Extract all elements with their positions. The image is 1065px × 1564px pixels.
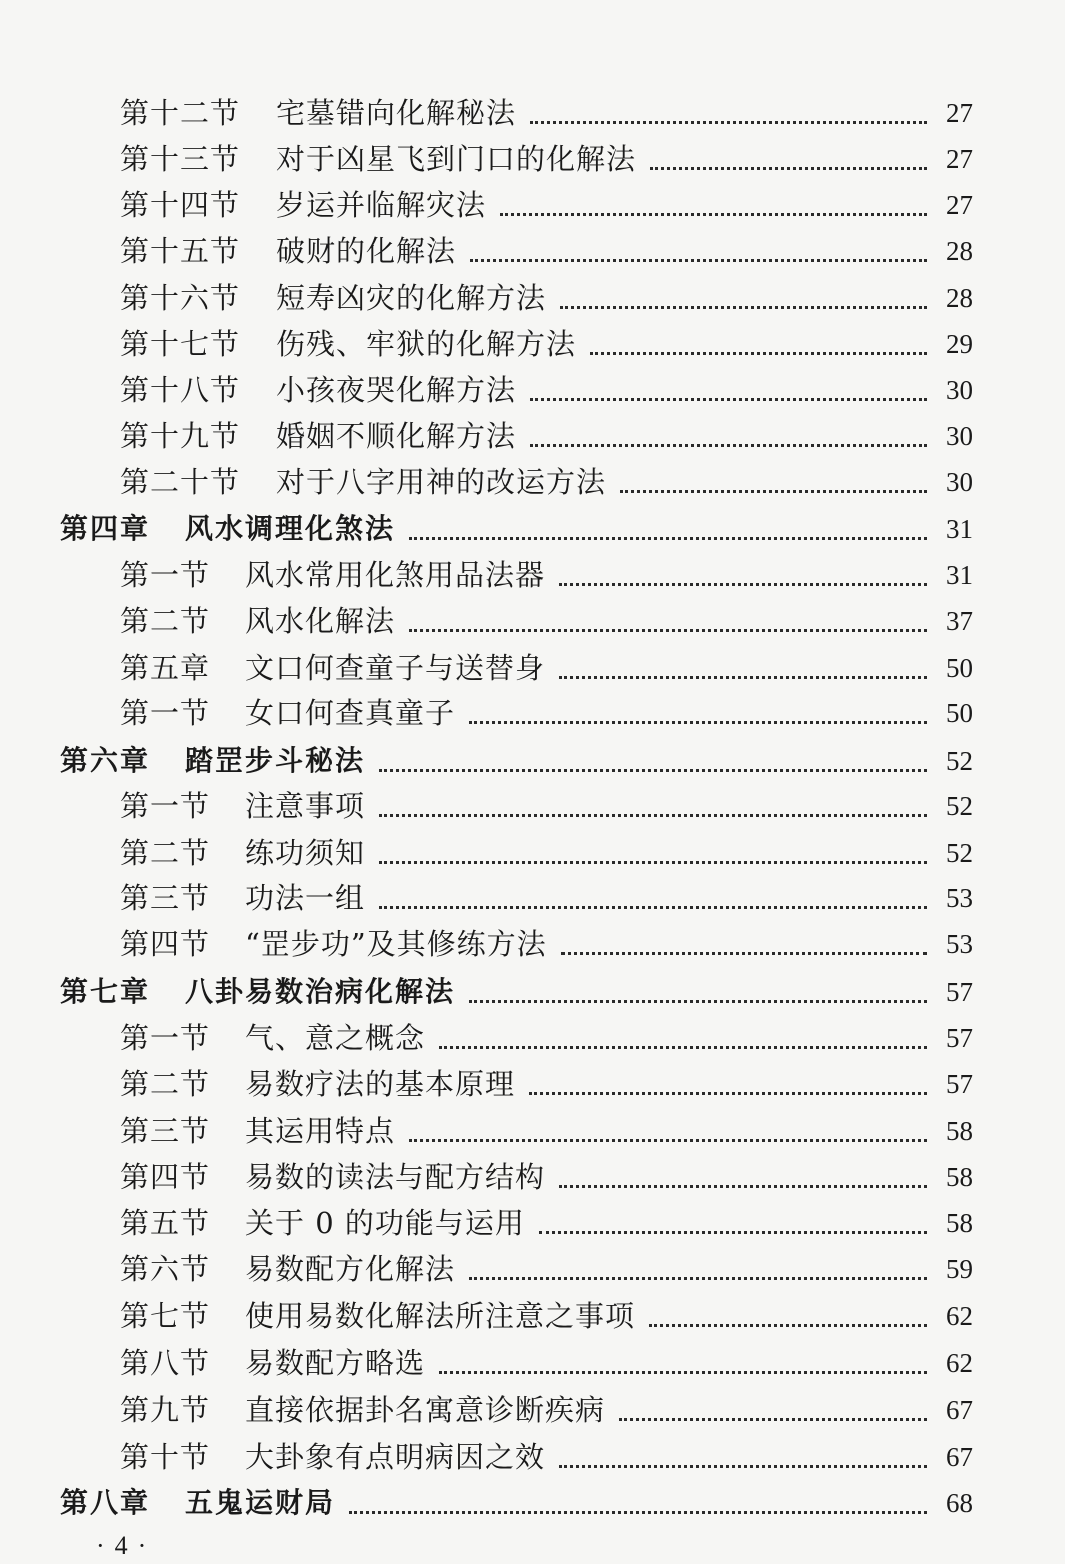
dot-leader — [560, 302, 927, 309]
page-number-ref: 27 — [946, 98, 973, 128]
dot-leader — [469, 996, 927, 1003]
page-number-ref: 67 — [946, 1442, 973, 1472]
page-number-ref: 57 — [946, 1023, 973, 1053]
chapter-label: 第七章 — [60, 975, 151, 1008]
page-number-ref: 50 — [946, 653, 973, 683]
dot-leader — [500, 209, 927, 216]
section-title: 易数配方化解法 — [245, 1252, 456, 1286]
section-label: 第二十节 — [120, 465, 241, 499]
section-label: 第三节 — [120, 1114, 211, 1148]
toc-section-row — [0, 645, 1065, 691]
chapter-title: 八卦易数治病化解法 — [185, 975, 456, 1008]
page-number-ref: 31 — [946, 514, 973, 544]
dot-leader — [619, 1414, 927, 1421]
section-label: 第十六节 — [120, 281, 241, 315]
toc-section-row — [0, 830, 1065, 876]
toc-section-row — [0, 1246, 1065, 1292]
page-number-ref: 37 — [946, 606, 973, 636]
section-title: 短寿凶灾的化解方法 — [276, 281, 547, 315]
page-number-ref: 57 — [946, 977, 973, 1007]
section-label: 第六节 — [120, 1252, 211, 1286]
toc-section-row — [0, 1015, 1065, 1061]
chapter-label: 第八章 — [60, 1486, 151, 1519]
section-label: 第十节 — [120, 1440, 211, 1474]
section-title: 对于八字用神的改运方法 — [276, 465, 607, 499]
dot-leader — [559, 579, 927, 586]
page-number-ref: 53 — [946, 929, 973, 959]
footer-dot-left: · — [96, 1531, 115, 1560]
page-number-ref: 29 — [946, 329, 973, 359]
page-number-ref: 62 — [946, 1301, 973, 1331]
dot-leader — [649, 1320, 927, 1327]
page-number-ref: 58 — [946, 1162, 973, 1192]
section-label: 第一节 — [120, 696, 211, 730]
page-number-ref: 27 — [946, 144, 973, 174]
page-number-ref: 57 — [946, 1069, 973, 1099]
page-number-ref: 58 — [946, 1208, 973, 1238]
toc-section-row — [0, 1108, 1065, 1154]
toc-section-row — [0, 90, 1065, 136]
dot-leader — [529, 1088, 927, 1095]
toc-section-row — [0, 1387, 1065, 1433]
page-number-ref: 28 — [946, 236, 973, 266]
section-title: 练功须知 — [245, 836, 366, 870]
dot-leader — [379, 857, 927, 864]
dot-leader — [559, 1461, 927, 1468]
section-title: 易数疗法的基本原理 — [245, 1067, 516, 1101]
dot-leader — [530, 394, 927, 401]
toc-section-row — [0, 1293, 1065, 1339]
section-label: 第五节 — [120, 1206, 211, 1240]
dot-leader — [620, 486, 927, 493]
chapter-title: 风水调理化煞法 — [185, 512, 396, 545]
toc-chapter-row — [0, 969, 1065, 1015]
section-label: 第十七节 — [120, 327, 241, 361]
dot-leader — [379, 902, 927, 909]
section-title: 气、意之概念 — [245, 1021, 426, 1055]
section-label: 第八节 — [120, 1346, 211, 1380]
section-label: 第十四节 — [120, 188, 241, 222]
toc-chapter-row — [0, 1480, 1065, 1526]
dot-leader — [379, 765, 927, 772]
page-number-ref: 50 — [946, 698, 973, 728]
dot-leader — [559, 672, 927, 679]
section-label: 第三节 — [120, 881, 211, 915]
page-number-ref: 52 — [946, 838, 973, 868]
toc-chapter-row — [0, 738, 1065, 784]
section-label: 第十三节 — [120, 142, 241, 176]
dot-leader — [409, 625, 927, 632]
dot-leader — [559, 1181, 927, 1188]
dot-leader — [439, 1367, 927, 1374]
footer-dot-right: · — [137, 1531, 157, 1560]
section-label: 第五章 — [120, 651, 211, 685]
section-label: 第二节 — [120, 836, 211, 870]
page-number: 4 — [114, 1531, 138, 1560]
dot-leader — [470, 255, 927, 262]
dot-leader — [409, 533, 927, 540]
page-number-ref: 59 — [946, 1254, 973, 1284]
toc-section-row — [0, 1340, 1065, 1386]
section-title: “罡步功”及其修练方法 — [245, 927, 547, 961]
section-title: 对于凶星飞到门口的化解法 — [276, 142, 637, 176]
section-title: 易数配方略选 — [245, 1346, 426, 1380]
section-label: 第十二节 — [120, 96, 241, 130]
toc-section-row — [0, 921, 1065, 967]
page-number-ref: 27 — [946, 190, 973, 220]
section-label: 第七节 — [120, 1299, 211, 1333]
page-number-ref: 52 — [946, 791, 973, 821]
section-label: 第一节 — [120, 558, 211, 592]
section-title: 小孩夜哭化解方法 — [276, 373, 517, 407]
toc-section-row — [0, 552, 1065, 598]
dot-leader — [530, 440, 927, 447]
dot-leader — [469, 1273, 927, 1280]
section-title: 文口何查童子与送替身 — [245, 651, 546, 685]
section-title: 风水化解法 — [245, 604, 396, 638]
chapter-title: 五鬼运财局 — [185, 1486, 336, 1519]
dot-leader — [439, 1042, 927, 1049]
page-number-ref: 53 — [946, 883, 973, 913]
section-title: 岁运并临解灾法 — [276, 188, 487, 222]
toc-section-row — [0, 1154, 1065, 1200]
page-number-ref: 28 — [946, 283, 973, 313]
chapter-label: 第四章 — [60, 512, 151, 545]
toc-section-row — [0, 1434, 1065, 1480]
section-label: 第二节 — [120, 1067, 211, 1101]
section-label: 第一节 — [120, 789, 211, 823]
dot-leader — [561, 948, 927, 955]
chapter-label: 第六章 — [60, 744, 151, 777]
toc-section-row — [0, 182, 1065, 228]
section-label: 第十八节 — [120, 373, 241, 407]
section-label: 第四节 — [120, 1160, 211, 1194]
dot-leader — [530, 117, 927, 124]
section-label: 第二节 — [120, 604, 211, 638]
page-number-ref: 67 — [946, 1395, 973, 1425]
section-title: 大卦象有点明病因之效 — [245, 1440, 546, 1474]
section-title: 风水常用化煞用品法器 — [245, 558, 546, 592]
section-label: 第九节 — [120, 1393, 211, 1427]
dot-leader — [590, 348, 927, 355]
dot-leader — [349, 1507, 927, 1514]
toc-section-row — [0, 413, 1065, 459]
page-number-ref: 30 — [946, 375, 973, 405]
toc-section-row — [0, 875, 1065, 921]
toc-section-row — [0, 690, 1065, 736]
page-number-ref: 58 — [946, 1116, 973, 1146]
page-number-ref: 31 — [946, 560, 973, 590]
page-footer — [96, 1528, 156, 1564]
section-title: 宅墓错向化解秘法 — [276, 96, 517, 130]
toc-section-row — [0, 228, 1065, 274]
section-title: 易数的读法与配方结构 — [245, 1160, 546, 1194]
dot-leader — [539, 1227, 927, 1234]
section-label: 第十五节 — [120, 234, 241, 268]
toc-section-row — [0, 136, 1065, 182]
section-title: 女口何查真童子 — [245, 696, 456, 730]
dot-leader — [409, 1135, 927, 1142]
section-title: 直接依据卦名寓意诊断疾病 — [245, 1393, 606, 1427]
page-number-ref: 68 — [946, 1488, 973, 1518]
section-title: 破财的化解法 — [276, 234, 457, 268]
section-title: 关于 0 的功能与运用 — [245, 1206, 525, 1240]
page-number-ref: 30 — [946, 467, 973, 497]
page-number-ref: 30 — [946, 421, 973, 451]
section-label: 第四节 — [120, 927, 211, 961]
section-title: 其运用特点 — [245, 1114, 396, 1148]
toc-section-row — [0, 1061, 1065, 1107]
section-title: 使用易数化解法所注意之事项 — [245, 1299, 636, 1333]
dot-leader — [650, 163, 927, 170]
section-title: 功法一组 — [245, 881, 366, 915]
section-label: 第十九节 — [120, 419, 241, 453]
dot-leader — [379, 810, 927, 817]
toc-section-row — [0, 783, 1065, 829]
toc-section-row — [0, 275, 1065, 321]
dot-leader — [469, 717, 927, 724]
section-label: 第一节 — [120, 1021, 211, 1055]
section-title: 伤残、牢狱的化解方法 — [276, 327, 577, 361]
toc-section-row — [0, 1200, 1065, 1246]
toc-section-row — [0, 321, 1065, 367]
section-title: 婚姻不顺化解方法 — [276, 419, 517, 453]
chapter-title: 踏罡步斗秘法 — [185, 744, 366, 777]
page-number-ref: 52 — [946, 746, 973, 776]
toc-section-row — [0, 598, 1065, 644]
toc-section-row — [0, 367, 1065, 413]
section-title: 注意事项 — [245, 789, 366, 823]
toc-chapter-row — [0, 506, 1065, 552]
toc-section-row — [0, 459, 1065, 505]
page-number-ref: 62 — [946, 1348, 973, 1378]
